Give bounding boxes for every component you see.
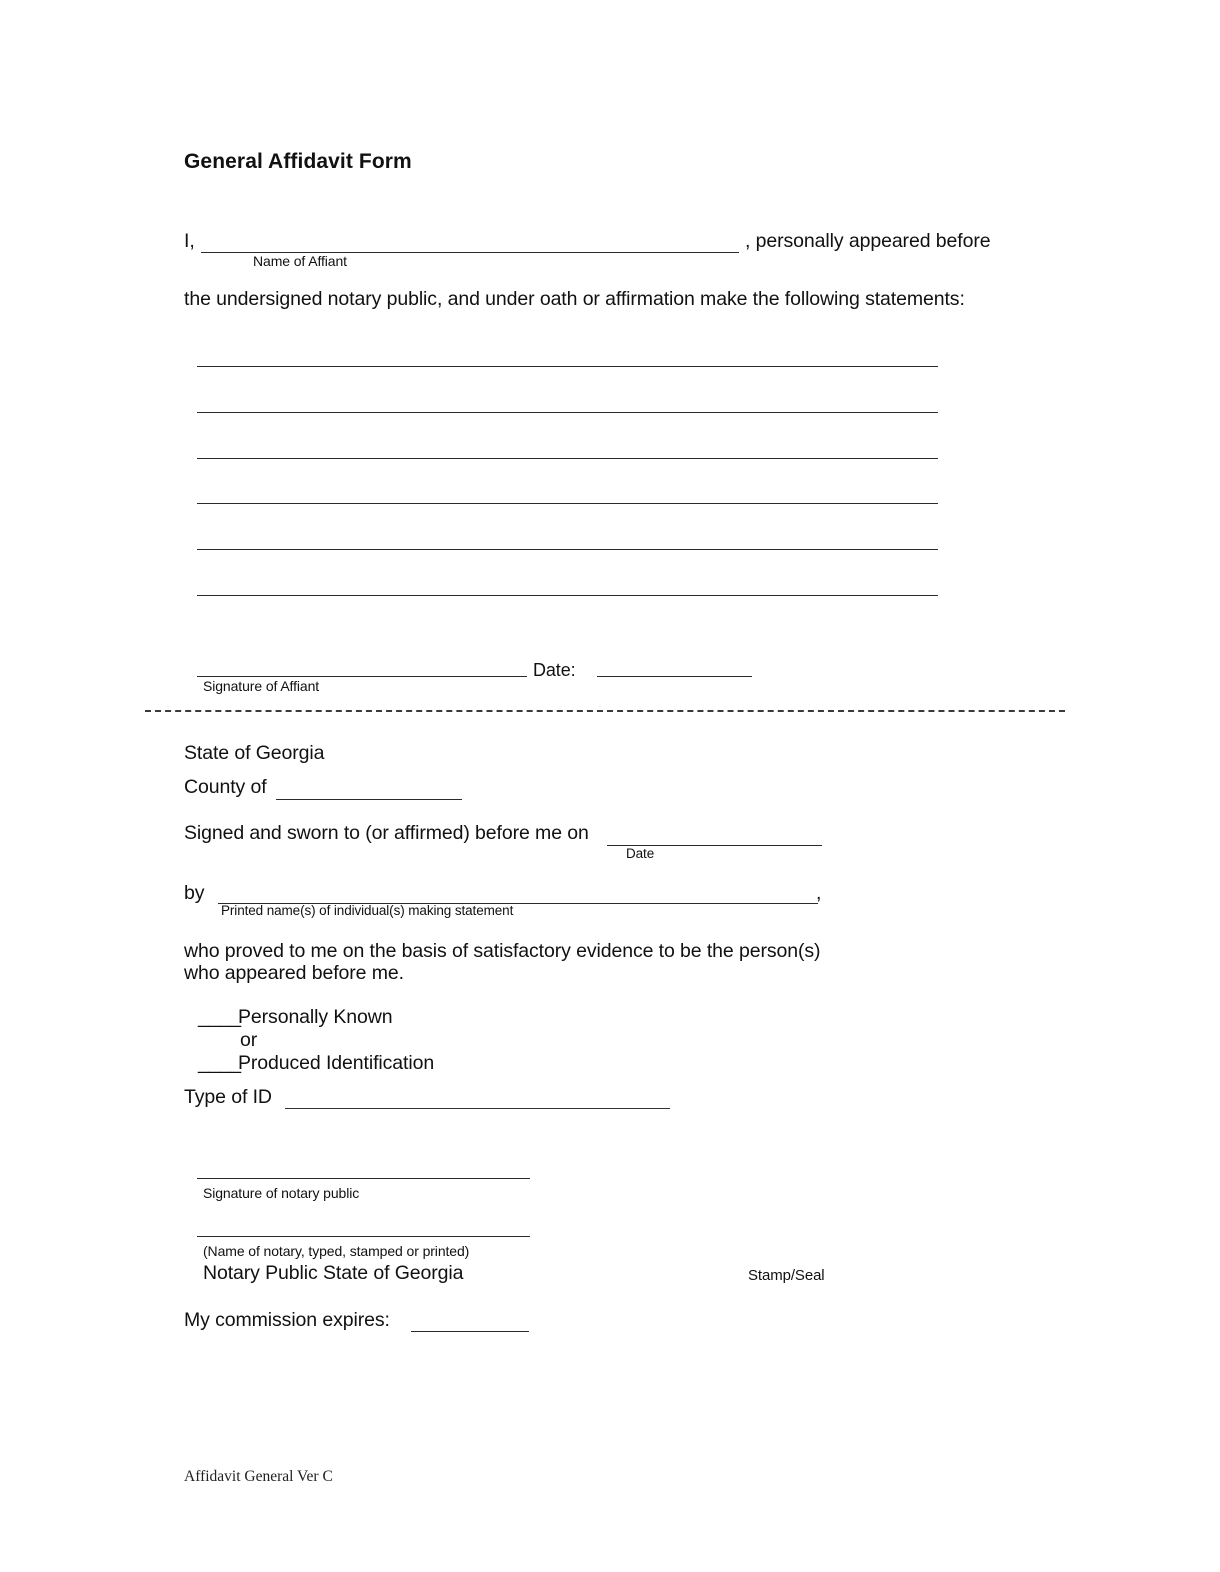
statement-line-1[interactable] bbox=[197, 366, 938, 367]
commission-expires-rule[interactable] bbox=[411, 1331, 529, 1332]
produced-identification-label: Produced Identification bbox=[238, 1052, 435, 1074]
county-blank-rule[interactable] bbox=[276, 799, 462, 800]
proved-evidence-line-2: who appeared before me. bbox=[184, 962, 404, 984]
by-trailing-comma: , bbox=[816, 882, 822, 904]
by-label: by bbox=[184, 882, 205, 904]
notary-name-sublabel: (Name of notary, typed, stamped or printed) bbox=[203, 1243, 470, 1259]
affiant-signature-label: Signature of Affiant bbox=[203, 678, 320, 694]
notary-signature-rule[interactable] bbox=[197, 1178, 530, 1179]
personally-known-blank[interactable]: ____ bbox=[198, 1006, 241, 1028]
statement-line-6[interactable] bbox=[197, 595, 938, 596]
affiant-signature-rule[interactable] bbox=[197, 676, 527, 677]
notary-signature-sublabel: Signature of notary public bbox=[203, 1185, 360, 1201]
or-separator-label: or bbox=[240, 1029, 258, 1051]
affiant-date-rule[interactable] bbox=[597, 676, 752, 677]
affiant-name-blank-label: Name of Affiant bbox=[253, 253, 347, 269]
section-divider bbox=[145, 710, 1065, 712]
page-title: General Affidavit Form bbox=[184, 150, 412, 173]
sworn-statement-text: Signed and sworn to (or affirmed) before me on bbox=[184, 822, 589, 844]
county-of-label: County of bbox=[184, 776, 267, 798]
produced-identification-blank[interactable]: ____ bbox=[198, 1052, 241, 1074]
statement-line-3[interactable] bbox=[197, 458, 938, 459]
type-of-id-label: Type of ID bbox=[184, 1086, 272, 1108]
sworn-date-sublabel: Date bbox=[626, 846, 655, 861]
affiant-lead-in-text: I, bbox=[184, 230, 195, 252]
commission-expires-label: My commission expires: bbox=[184, 1309, 390, 1331]
document-footer: Affidavit General Ver C bbox=[184, 1468, 333, 1485]
stamp-seal-label: Stamp/Seal bbox=[748, 1267, 825, 1284]
notary-public-state-title: Notary Public State of Georgia bbox=[203, 1262, 464, 1284]
by-printed-name-sublabel: Printed name(s) of individual(s) making statement bbox=[221, 903, 514, 918]
statement-line-5[interactable] bbox=[197, 549, 938, 550]
proved-evidence-line-1: who proved to me on the basis of satisfactory evidence to be the person(s) bbox=[184, 940, 821, 962]
affiant-after-blank-text: , personally appeared before bbox=[745, 230, 991, 252]
statement-line-2[interactable] bbox=[197, 412, 938, 413]
notary-name-rule[interactable] bbox=[197, 1236, 530, 1237]
personally-known-label: Personally Known bbox=[238, 1006, 393, 1028]
affiant-date-label: Date: bbox=[533, 660, 576, 680]
statement-line-4[interactable] bbox=[197, 503, 938, 504]
type-of-id-rule[interactable] bbox=[285, 1108, 670, 1109]
oath-affirmation-text: the undersigned notary public, and under oath or affirmation make the following statements: bbox=[184, 288, 965, 310]
state-of-georgia-text: State of Georgia bbox=[184, 742, 325, 764]
